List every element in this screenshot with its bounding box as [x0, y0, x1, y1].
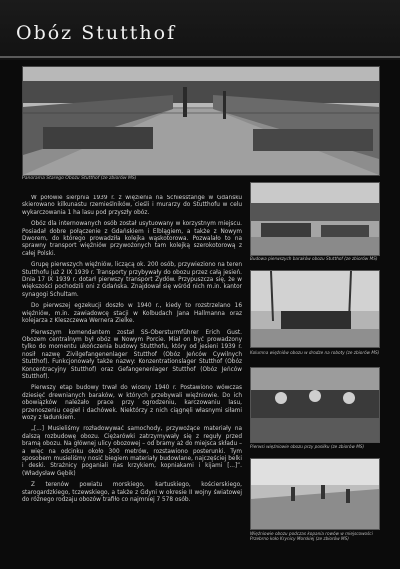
panorama-photo — [22, 66, 380, 176]
photo-caption: Kolumna więźniów obozu w drodze na roboty (ze zbiorów MS) — [250, 350, 380, 355]
photo-caption: Budowa pierwszych baraków obozu Stutthof (ze zbiorów MS) — [250, 256, 378, 261]
paragraph: Z terenów powiatu morskiego, kartuskiego, kościerskiego, starogardzkiego, tczewskiego, a także z Gdyni w okresie II wojny światowej do różnego rodzaju obozów trafiło co najmniej 7 578 osób. — [22, 482, 242, 504]
page-header — [0, 0, 400, 60]
paragraph: Do pierwszej egzekucji doszło w 1940 r., kiedy to rozstrzelano 16 więźniów, m.in. zawiadowcę stacji w Kolbudach Jana Hallmanna oraz kolejarza z Kleszczewa Wernera Zielke. — [22, 303, 242, 325]
panorama-caption: Panorama Starego Obozu Stutthof (ze zbiorów MS) — [22, 176, 137, 181]
quote-paragraph: „[...] Musieliśmy rozładowywać samochody, przywożące materiały na dalszą rozbudowę obozu. Ciężarówki zatrzymywały się z reguły przed bramą obozu. Na głównej ulicy obozowej – od bramy aż do miejsca składu – a więc na odcinku około 300 metrów, rozstawiono posterunki. Tym sposobem musieliśmy nosić biegiem materiały budowlane, najczęściej belki i deski. Strażnicy poganiali nas krzykiem, kopniakami i kijami [...]”. (Władysław Gębik) — [22, 426, 242, 477]
prisoner-column-photo — [250, 270, 380, 348]
prisoners-meal-photo — [250, 367, 380, 443]
barracks-construction-photo — [250, 182, 380, 256]
paragraph: Pierwszy etap budowy trwał do wiosny 1940 r. Postawiono wówczas dziesięć drewnianych baraków, w których przebywali więźniowie. Do ich obowiązków należało prace przy ogrodzeniu, karczowaniu lasu, przenoszeniu cegieł i dachówek. Niektórzy z nich ciągnęli własnymi siłami wozy z ładunkiem. — [22, 385, 242, 421]
trench-digging-photo — [250, 458, 380, 530]
paragraph: Obóz dla internowanych osób został usytuowany w korzystnym miejscu. Posiadał dobre połączenie z Gdańskiem i Elblągiem, a także z Nowym Dworem, do którego prowadziła kolejka wąskotorowa. Pozwalało to na sprawny transport więźniów przywożonych tam kolejką szerokotorową z całej Polski. — [22, 221, 242, 257]
paragraph: Pierwszym komendantem został SS-Obersturmführer Erich Gust. Obozem centralnym był obóz w Nowym Porcie. Miał on być prowadzony tylko do momentu ukończenia budowy Stutthofu, który od jesieni 1939 r. nosił nazwę Zivilgefangenenlager Stutthof (Obóz Jeńców Cywilnych Stutthof). Funkcjonowały także nazwy: Konzentrationslager Stutthof (Obóz Koncentracyjny Stutthof) oraz Gefangenenlager Stutthof (Obóz Jeńców Stutthof). — [22, 329, 242, 380]
photo-caption: Więźniowie obozu podczas kopania rowów w miejscowości Przebrno koło Krynicy Morskiej (ze zbiorów MS) — [250, 531, 373, 541]
paragraph: W połowie sierpnia 1939 r. z więzienia na Schiesstange w Gdańsku skierowano kilkunastu rzemieślników, cieśli i murarzy do Stutthofu w celu wykarczowania 1 ha lasu pod przyszły obóz. — [22, 195, 242, 216]
article-body — [22, 195, 242, 563]
paragraph: Grupę pierwszych więźniów, liczącą ok. 200 osób, przywieziono na teren Stutthofu już 2 IX 1939 r. Transporty przybywały do obozu przez całą jesień. Dnia 17 IX 1939 r. dotarł pierwszy transport Żydów. Przypuszcza się, że w większości pochodzili oni z Gdańska. Znajdował się wśród nich m.in. kantor synagogi Schultam. — [22, 262, 242, 298]
page-title: Obóz Stutthof — [16, 22, 177, 44]
header-divider — [0, 56, 400, 58]
photo-caption: Pierwsi więźniowie obozu przy posiłku (ze zbiorów MS) — [250, 444, 365, 449]
